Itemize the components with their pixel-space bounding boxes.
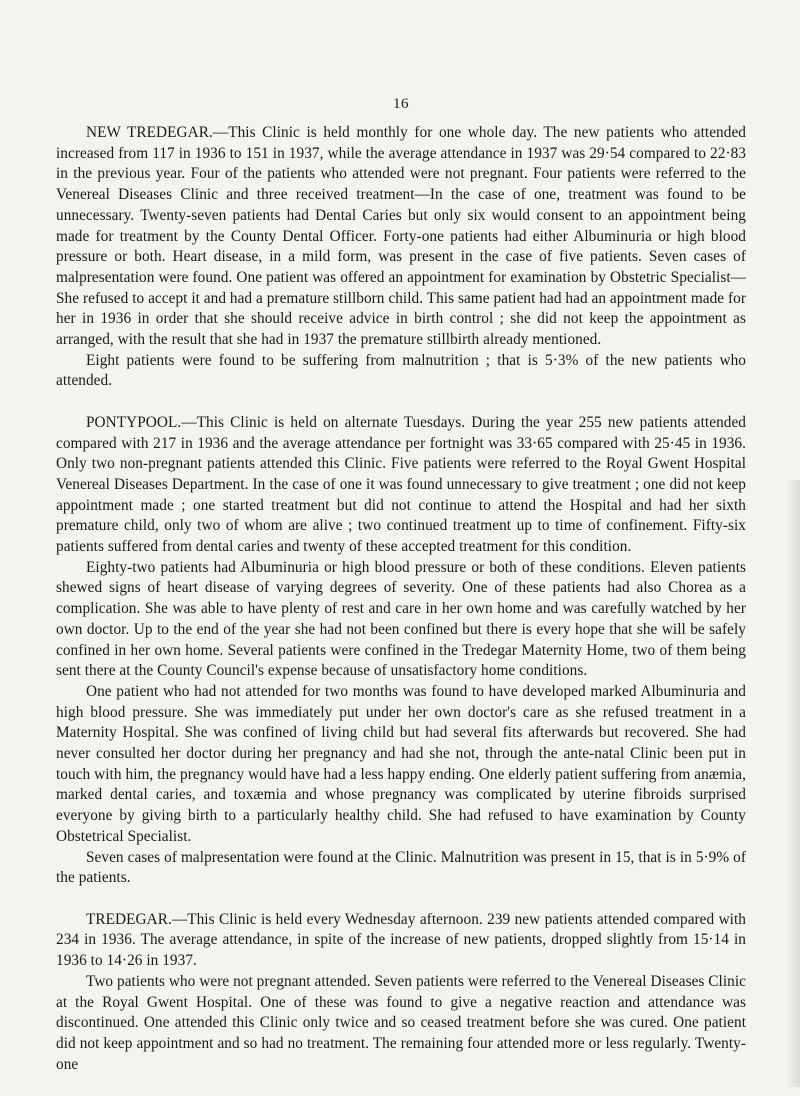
- section-pontypool: [56, 413, 746, 889]
- paragraph: NEW TREDEGAR.—This Clinic is held monthly for one whole day. The new patients who attended increased from 117 in 1936 to 151 in 1937, while the average attendance in 1937 was 29·54 compared to 22·83 in the previous year. Four of the patients who attended were not pregnant. Four patients were referred to the Venereal Diseases Clinic and three received treatment—In the case of one, treatment was found to be unnecessary. Twenty-seven patients had Dental Caries but only six would consent to an appointment being made for treatment by the County Dental Officer. Forty-one patients had either Albuminuria or high blood pressure or both. Heart disease, in a mild form, was present in the case of five patients. Seven cases of malpresentation were found. One patient was offered an appointment for examination by Obstetric Specialist—She refused to accept it and had a premature stillborn child. This same patient had had an appointment made for her in 1936 in order that she should receive advice in birth control ; she did not keep the appointment as arranged, with the result that she had in 1937 the premature stillbirth already mentioned.: [56, 124, 747, 349]
- paragraph: TREDEGAR.—This Clinic is held every Wednesday afternoon. 239 new patients attended compared with 234 in 1936. The average attendance, in spite of the increase of new patients, dropped slightly from 15·14 in 1936 to 14·26 in 1937.: [56, 910, 746, 970]
- paragraph: Two patients who were not pregnant attended. Seven patients were referred to the Venereal Diseases Clinic at the Royal Gwent Hospital. One of these was found to give a negative reaction and attendance was discontinued. One attended this Clinic only twice and so ceased treatment before she was cured. One patient did not keep appointment and so had no treatment. The remaining four attended more or less regularly. Twenty-one: [56, 972, 746, 1073]
- section-tredegar: [56, 910, 746, 1076]
- section-new-tredegar: [56, 123, 746, 392]
- page-number: 16: [393, 96, 409, 112]
- paragraph: Eight patients were found to be suffering from malnutrition ; that is 5·3% of the new patients who attended.: [56, 351, 746, 390]
- paragraph: Eighty-two patients had Albuminuria or high blood pressure or both of these conditions. Eleven patients shewed signs of heart disease of varying degrees of severity. One of these patients had also Chorea as a complication. She was able to have plenty of rest and care in her own home and was carefully watched by her own doctor. Up to the end of the year she had not been confined but there is every hope that she will be safely confined in her own home. Several patients were confined in the Tredegar Maternity Home, two of them being sent there at the County Council's expense because of unsatisfactory home conditions.: [56, 558, 746, 680]
- document-body: [56, 123, 746, 1096]
- paragraph: PONTYPOOL.—This Clinic is held on alternate Tuesdays. During the year 255 new patients attended compared with 217 in 1936 and the average attendance per fortnight was 33·65 compared with 25·45 in 1936. Only two non-pregnant patients attended this Clinic. Five patients were referred to the Royal Gwent Hospital Venereal Diseases Department. In the case of one it was found unnecessary to give treatment ; one did not keep appointment made ; one started treatment but did not continue to attend the Hospital and had her sixth premature child, only two of whom are alive ; two continued treatment up to time of confinement. Fifty-six patients suffered from dental caries and twenty of these accepted treatment for this condition.: [56, 413, 746, 556]
- page-edge-shadow: [786, 480, 800, 1087]
- paragraph: One patient who had not attended for two months was found to have developed marked Albuminuria and high blood pressure. She was immediately put under her own doctor's care as she refused treatment in a Maternity Hospital. She was confined of living child but had several fits afterwards but recovered. She had never consulted her doctor during her pregnancy and had she not, through the ante-natal Clinic been put in touch with him, the pregnancy would have had a less happy ending. One elderly patient suffering from anæmia, marked dental caries, and toxæmia and whose pregnancy was complicated by uterine fibroids surprised everyone by giving birth to a particularly healthy child. She had refused to have examination by County Obstetrical Specialist.: [56, 682, 746, 845]
- paragraph: Seven cases of malpresentation were found at the Clinic. Malnutrition was present in 15, that is in 5·9% of the patients.: [56, 848, 746, 887]
